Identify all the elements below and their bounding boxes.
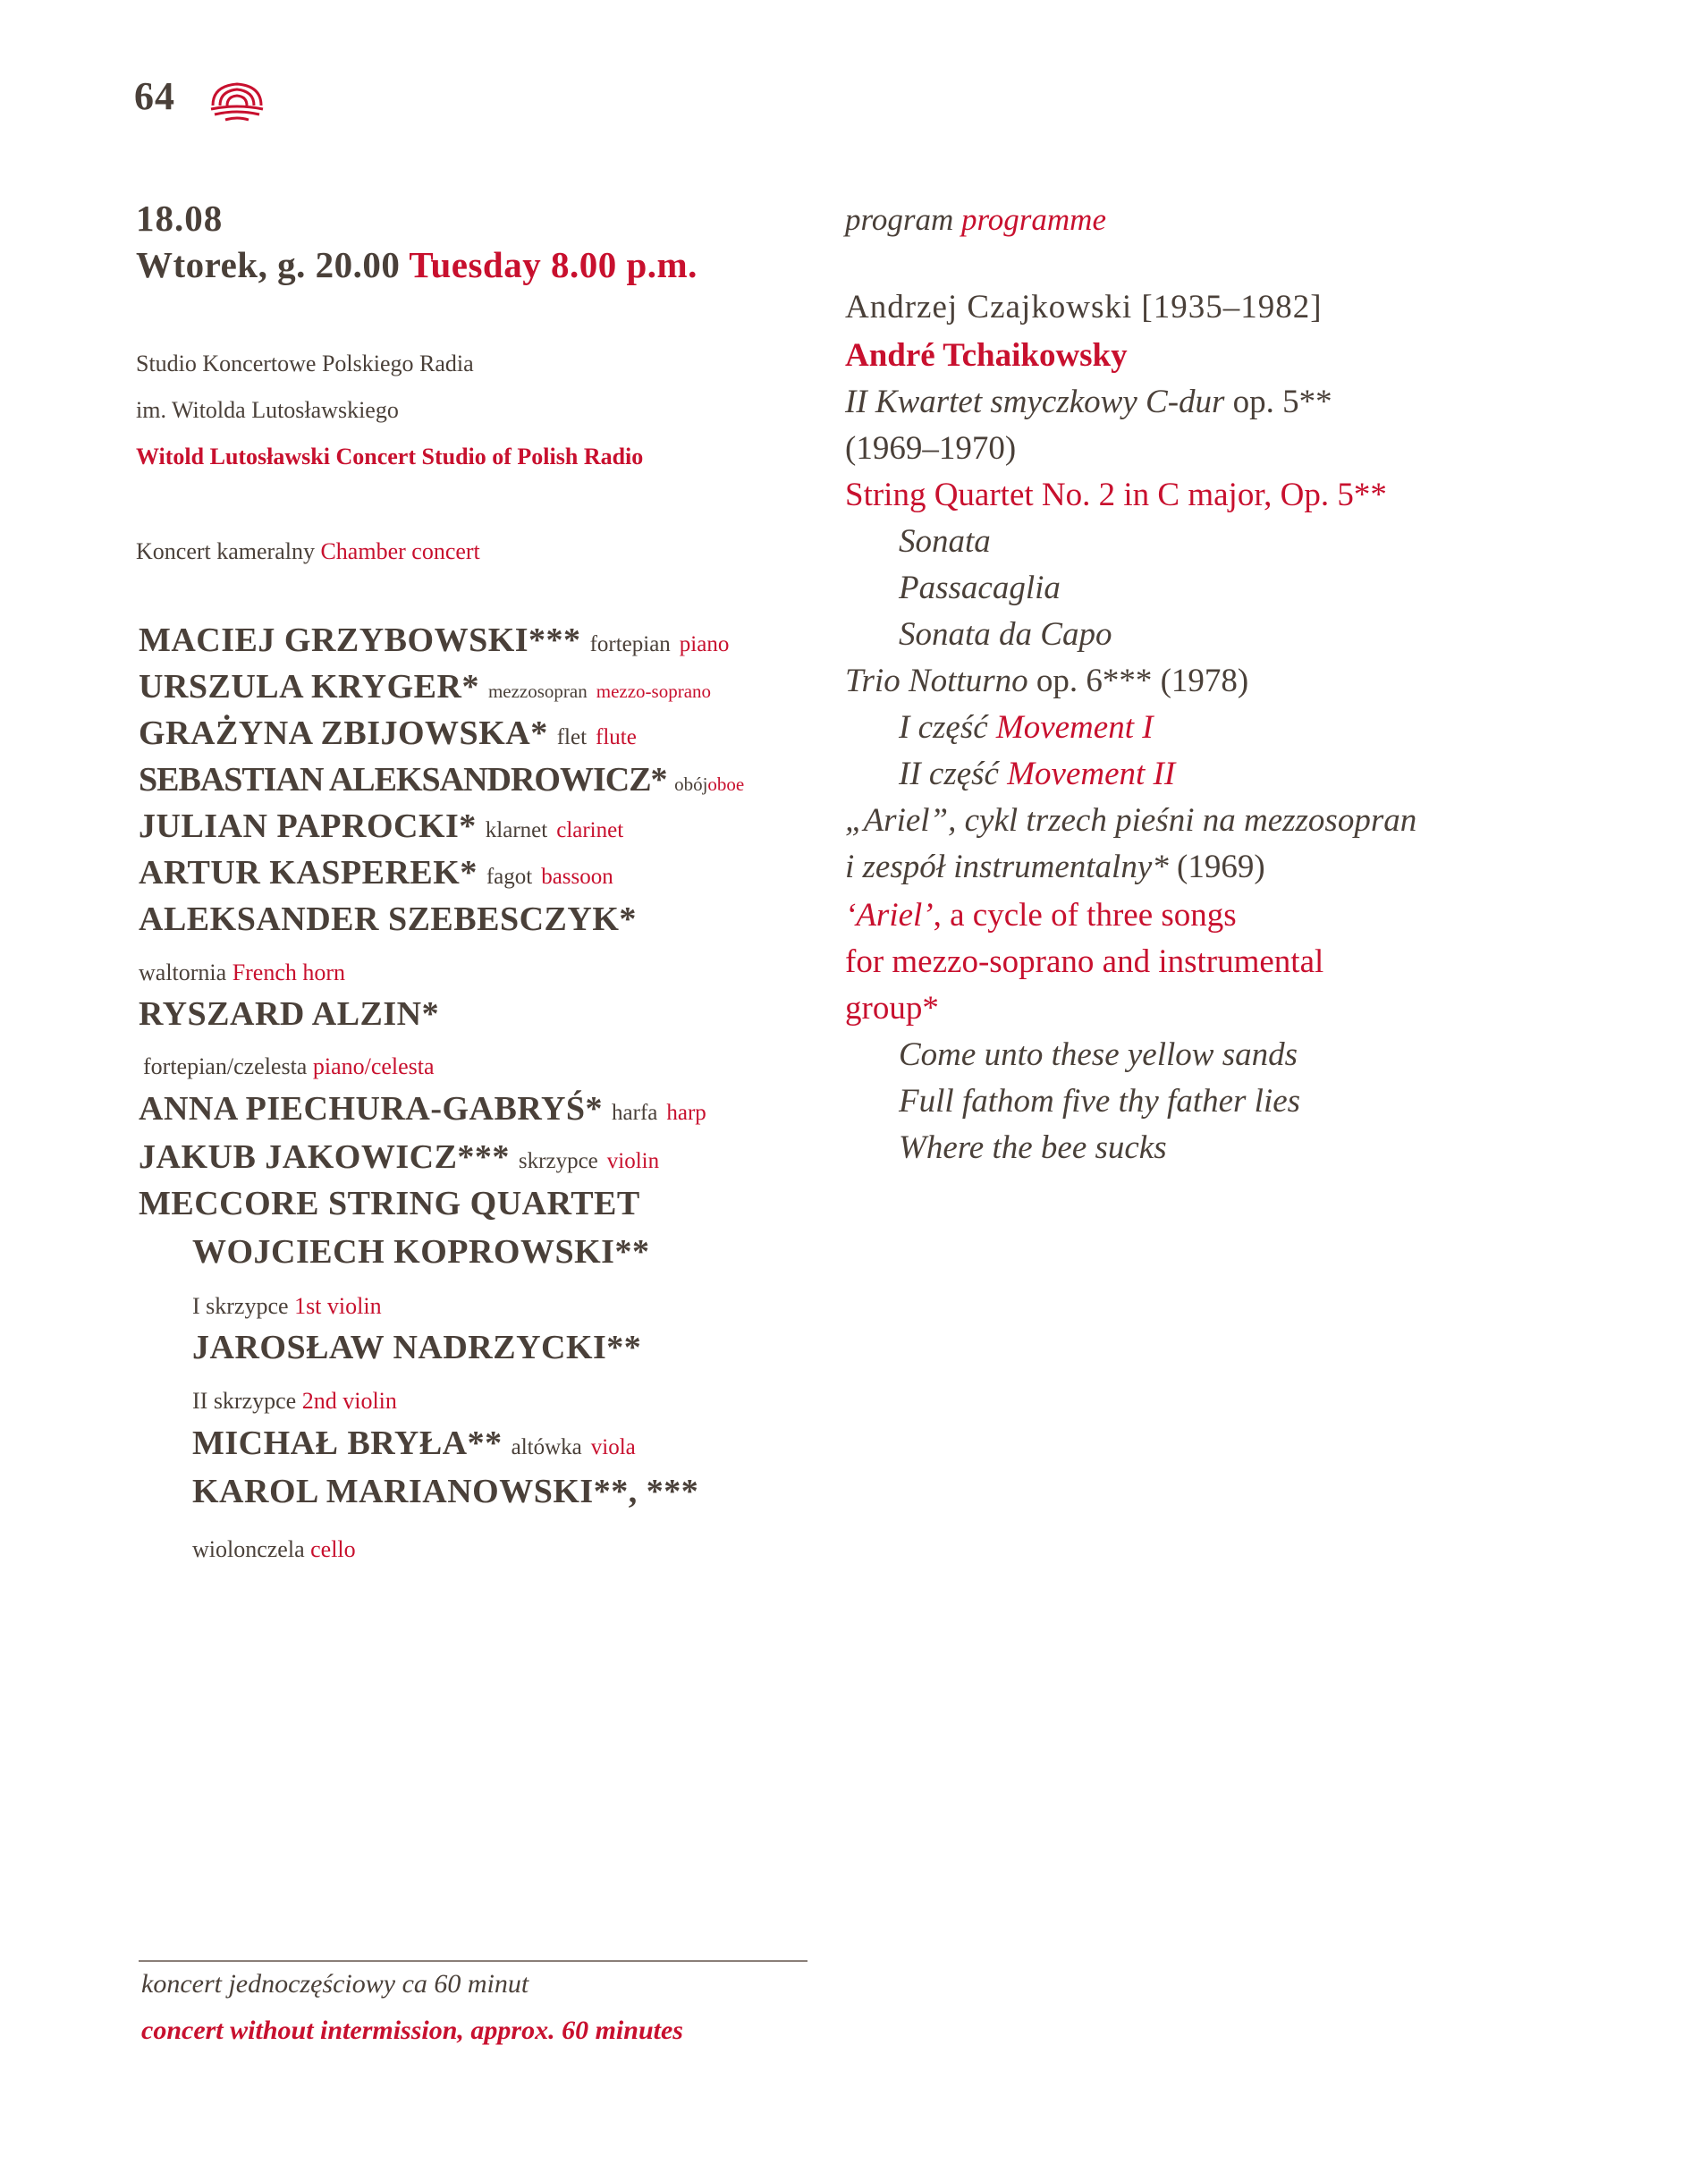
performer-role-en: harp bbox=[666, 1101, 706, 1125]
performer-role-pl: fortepian/czelesta bbox=[143, 1053, 308, 1079]
performer-name: ALEKSANDER SZEBESCZYK* bbox=[139, 900, 637, 938]
performer-role-en: piano/celesta bbox=[312, 1053, 435, 1079]
movement-item bbox=[899, 755, 1175, 793]
venue-line2: im. Witolda Lutosławskiego bbox=[136, 397, 399, 423]
performer-role bbox=[192, 1293, 382, 1320]
performer-role bbox=[192, 1388, 397, 1415]
performer-name: JAKUB JAKOWICZ*** bbox=[139, 1138, 510, 1176]
performer-name: URSZULA KRYGER* bbox=[139, 668, 479, 706]
concert-time bbox=[136, 243, 698, 286]
performer-role-en: piano bbox=[679, 632, 730, 656]
song-item: Full fathom five thy father lies bbox=[899, 1083, 1301, 1120]
performer-row bbox=[192, 1424, 636, 1463]
performer-name: KAROL MARIANOWSKI**, *** bbox=[192, 1473, 699, 1510]
footer-en: concert without intermission, approx. 60 minutes bbox=[141, 2016, 683, 2045]
performer-role-en: bassoon bbox=[541, 865, 613, 889]
work2-year: (1978) bbox=[1160, 663, 1249, 699]
work1-en: String Quartet No. 2 in C major, Op. 5** bbox=[845, 477, 1387, 513]
concert-type bbox=[136, 538, 480, 565]
program-heading-en: programme bbox=[960, 202, 1106, 237]
performer-name: MICHAŁ BRYŁA** bbox=[192, 1424, 503, 1462]
performer-role-en: 2nd violin bbox=[301, 1388, 397, 1414]
ensemble-name: MECCORE STRING QUARTET bbox=[139, 1185, 640, 1222]
work3-pl-line1: „Ariel”, cykl trzech pieśni na mezzosopran bbox=[845, 802, 1417, 839]
performer-name: JULIAN PAPROCKI* bbox=[139, 807, 477, 845]
performer-role-pl: waltornia bbox=[139, 959, 227, 985]
performer-row bbox=[139, 760, 744, 799]
performer-name: WOJCIECH KOPROWSKI** bbox=[192, 1233, 650, 1271]
concert-type-en: Chamber concert bbox=[320, 538, 480, 564]
song-item: Come unto these yellow sands bbox=[899, 1036, 1298, 1073]
composer-en: André Tchaikowsky bbox=[845, 337, 1128, 374]
performer-role-pl: fagot bbox=[486, 865, 533, 889]
song-item: Where the bee sucks bbox=[899, 1129, 1167, 1166]
work3-en-rest: , a cycle of three songs bbox=[933, 897, 1237, 934]
movement-pl: II część bbox=[899, 756, 999, 792]
performer-row bbox=[139, 807, 623, 846]
performer-role-pl: I skrzypce bbox=[192, 1293, 289, 1319]
performer-row bbox=[139, 853, 613, 892]
work1-pl-opus: op. 5** bbox=[1232, 384, 1332, 420]
work3-en-line3: group* bbox=[845, 990, 939, 1027]
concert-type-pl: Koncert kameralny bbox=[136, 538, 315, 564]
performer-row bbox=[139, 1089, 706, 1129]
movement-item: Passacaglia bbox=[899, 570, 1061, 606]
venue-en: Witold Lutosławski Concert Studio of Polish Radio bbox=[136, 444, 644, 469]
footer-pl: koncert jednoczęściowy ca 60 minut bbox=[141, 1969, 529, 1999]
performer-role-en: clarinet bbox=[556, 818, 624, 842]
shell-ornament-icon bbox=[207, 79, 266, 123]
page-number: 64 bbox=[134, 74, 175, 118]
movement-pl: I część bbox=[899, 709, 988, 746]
performer-role-pl: harfa bbox=[612, 1101, 658, 1125]
performer-role-pl: fortepian bbox=[589, 632, 671, 656]
performer-name: JAROSŁAW NADRZYCKI** bbox=[192, 1329, 642, 1366]
movement-en: Movement II bbox=[1007, 756, 1176, 792]
movement-en: Movement I bbox=[995, 709, 1154, 746]
performer-name: ANNA PIECHURA-GABRYŚ* bbox=[139, 1090, 604, 1128]
work3-pl-line2 bbox=[845, 848, 1265, 886]
work1-pl-title: II Kwartet smyczkowy C-dur bbox=[845, 384, 1225, 420]
work1-pl bbox=[845, 383, 1332, 421]
performer-role-pl: skrzypce bbox=[518, 1149, 598, 1173]
performer-role-en: violin bbox=[606, 1149, 660, 1173]
performer-name: ARTUR KASPEREK* bbox=[139, 854, 478, 892]
work3-en-line1 bbox=[845, 896, 1237, 934]
performer-role-pl: wiolonczela bbox=[192, 1536, 305, 1562]
movement-item: Sonata bbox=[899, 523, 991, 560]
performer-role-pl: obój bbox=[674, 773, 708, 795]
time-en: Tuesday 8.00 p.m. bbox=[409, 244, 698, 285]
performer-role-pl: altówka bbox=[511, 1435, 582, 1459]
performer-role-en: French horn bbox=[232, 959, 346, 985]
performer-name: RYSZARD ALZIN* bbox=[139, 995, 440, 1033]
performer-role-en: flute bbox=[596, 725, 637, 749]
work3-pl-line2-text: i zespół instrumentalny* bbox=[845, 849, 1169, 885]
concert-date: 18.08 bbox=[136, 198, 224, 239]
performer-role-en: mezzo-soprano bbox=[596, 681, 712, 702]
work3-en-line2: for mezzo-soprano and instrumental bbox=[845, 943, 1324, 980]
work2-opus: op. 6*** bbox=[1036, 663, 1153, 699]
work2 bbox=[845, 662, 1248, 700]
performer-row bbox=[139, 714, 637, 753]
performer-role-pl: flet bbox=[556, 725, 588, 749]
venue-line1: Studio Koncertowe Polskiego Radia bbox=[136, 351, 474, 376]
performer-role-pl: mezzosopran bbox=[487, 681, 588, 702]
performer-role bbox=[143, 1053, 435, 1080]
movement-item: Sonata da Capo bbox=[899, 616, 1112, 653]
performer-row bbox=[139, 621, 729, 660]
program-heading bbox=[845, 202, 1106, 238]
performer-role-en: viola bbox=[590, 1435, 636, 1459]
composer-pl: Andrzej Czajkowski [1935–1982] bbox=[845, 289, 1323, 325]
program-heading-pl: program bbox=[845, 202, 954, 237]
performer-role-pl: klarnet bbox=[485, 818, 548, 842]
work3-year: (1969) bbox=[1177, 849, 1265, 885]
performer-role bbox=[192, 1536, 356, 1563]
time-pl: Wtorek, g. 20.00 bbox=[136, 244, 401, 285]
performer-row bbox=[139, 1137, 659, 1177]
movement-item bbox=[899, 708, 1154, 747]
performer-name: SEBASTIAN ALEKSANDROWICZ* bbox=[139, 761, 667, 799]
footer-divider bbox=[139, 1960, 807, 1962]
performer-role-en: 1st violin bbox=[294, 1293, 382, 1319]
performer-role-en: oboe bbox=[707, 773, 745, 795]
performer-name: GRAŻYNA ZBIJOWSKA* bbox=[139, 714, 548, 752]
performer-role-pl: II skrzypce bbox=[192, 1388, 297, 1414]
performer-role-en: cello bbox=[310, 1536, 356, 1562]
performer-name: MACIEJ GRZYBOWSKI*** bbox=[139, 621, 581, 659]
work2-title: Trio Notturno bbox=[845, 663, 1028, 699]
work3-en-title: ‘Ariel’ bbox=[845, 897, 934, 934]
work1-years: (1969–1970) bbox=[845, 430, 1017, 467]
performer-role bbox=[139, 959, 345, 986]
performer-row bbox=[139, 667, 711, 706]
